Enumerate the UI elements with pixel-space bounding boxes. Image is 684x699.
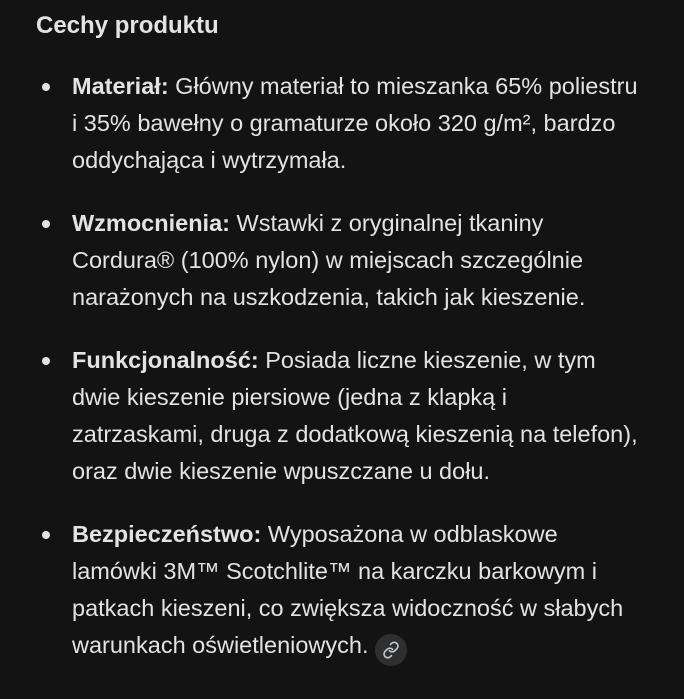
- feature-item-reinforcements: [0, 205, 684, 316]
- bullet-icon: [42, 83, 50, 91]
- feature-item-material: [0, 68, 684, 179]
- feature-label: Wzmocnienia:: [72, 210, 230, 236]
- feature-list: [0, 68, 684, 692]
- feature-text: Główny materiał to mieszanka 65% poliestru i 35% bawełny o gramaturze około 320 g/m², bardzo oddychająca i wytrzymała.: [72, 73, 638, 173]
- feature-item-safety: [0, 516, 684, 666]
- section-heading: Cechy produktu: [36, 12, 219, 39]
- link-icon: [382, 641, 400, 659]
- source-link-button[interactable]: [375, 634, 407, 666]
- feature-text: Wstawki z oryginalnej tkaniny Cordura® (100% nylon) w miejscach szczególnie narażonych na uszkodzenia, takich jak kieszenie.: [72, 210, 586, 310]
- feature-label: Bezpieczeństwo:: [72, 521, 262, 547]
- feature-item-functionality: [0, 342, 684, 490]
- feature-label: Funkcjonalność:: [72, 347, 259, 373]
- bullet-icon: [42, 531, 50, 539]
- feature-text: Wyposażona w odblaskowe lamówki 3M™ Scotchlite™ na karczku barkowym i patkach kieszeni, co zwiększa widoczność w słabych warunkach oświetleniowych.: [72, 521, 624, 658]
- feature-text: Posiada liczne kieszenie, w tym dwie kieszenie piersiowe (jedna z klapką i zatrzaskami, druga z dodatkową kieszenią na telefon), oraz dwie kieszenie wpuszczane u dołu.: [72, 347, 638, 484]
- bullet-icon: [42, 220, 50, 228]
- bullet-icon: [42, 357, 50, 365]
- feature-label: Materiał:: [72, 73, 169, 99]
